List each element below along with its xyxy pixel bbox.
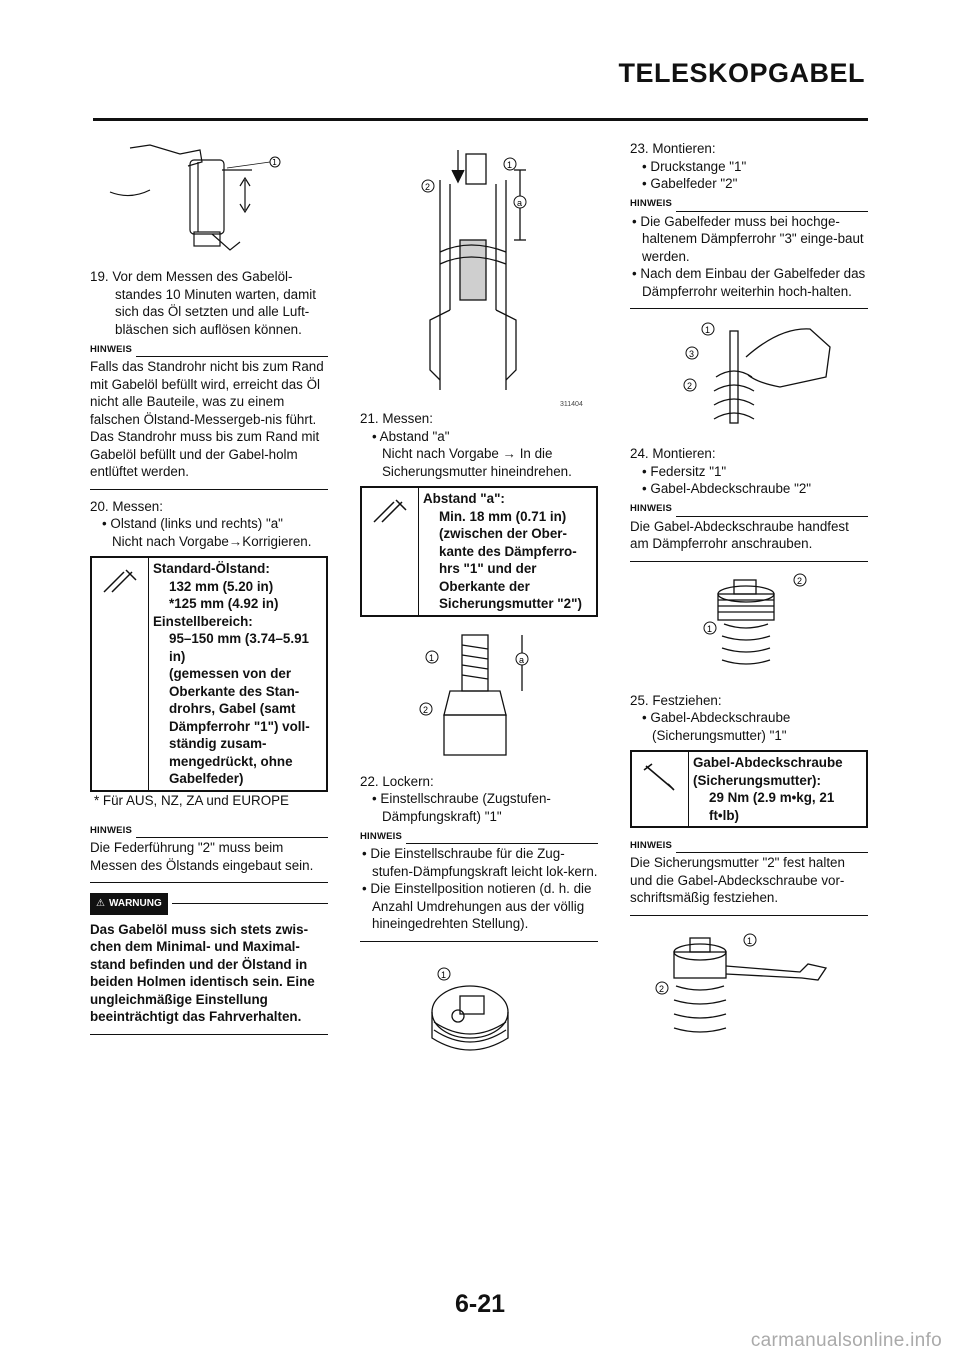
step-20-bullet-2: Nicht nach Vorgabe→Korrigieren. xyxy=(112,533,312,549)
note-heading: HINWEIS xyxy=(630,201,868,213)
svg-text:1: 1 xyxy=(272,158,278,167)
note-heading: HINWEIS xyxy=(90,346,328,358)
note-heading: HINWEIS xyxy=(630,842,868,854)
step-22-bullet: • Einstellschraube (Zugstufen-Dämpfungskraft) "1" xyxy=(372,791,551,824)
spec-distance xyxy=(360,486,598,617)
svg-text:2: 2 xyxy=(659,983,665,994)
spec-value: *125 mm (4.92 in) xyxy=(169,596,279,611)
spec-oil-level xyxy=(90,556,328,792)
svg-text:a: a xyxy=(517,198,523,208)
note-body-2: Das Standrohr muss bis zum Rand mit Gabelöl befüllt und der Gabel-holm entlüftet werden. xyxy=(90,429,320,479)
step-23-bullet: • Gabelfeder "2" xyxy=(642,176,738,191)
step-20: 20. Messen: xyxy=(90,498,163,514)
svg-text:1: 1 xyxy=(429,652,435,663)
note-bullet: • Die Gabelfeder muss bei hochge-haltenem Dämpferrohr "3" einge-baut werden. xyxy=(632,213,864,264)
warning-body: Das Gabelöl muss sich stets zwis-chen dem Minimal- und Maximal-stand befinden und der Ölstand in beiden Holmen identisch sein. Eine ungleichmäßige Einstellung beeinträchtigt das Fahrverhalten. xyxy=(90,921,315,1024)
note-body: Falls das Standrohr nicht bis zum Rand mit Gabelöl befüllt wird, erreicht das Öl nicht alle Bauteile, was zu einem falschen Ölstand-Messergeb-nis führt. xyxy=(90,359,324,427)
note-heading: HINWEIS xyxy=(90,827,328,839)
svg-text:2: 2 xyxy=(797,575,803,586)
spec-label: Standard-Ölstand: xyxy=(153,561,270,576)
note-bullet: • Nach dem Einbau der Gabelfeder das Dämpferrohr weiterhin hoch-halten. xyxy=(632,266,866,299)
step-25-bullet-2: (Sicherungsmutter) "1" xyxy=(652,727,787,743)
svg-text:2: 2 xyxy=(423,704,429,715)
page-number: 6-21 xyxy=(454,1290,506,1318)
spec-label: Gabel-Abdeckschraube (Sicherungsmutter): xyxy=(693,755,843,788)
step-24: 24. Montieren: xyxy=(630,446,716,461)
title-rule xyxy=(93,118,868,121)
note-body: Die Federführung "2" muss beim Messen des Ölstands eingebaut sein. xyxy=(90,840,314,873)
svg-text:a: a xyxy=(519,654,525,665)
spec-value: 29 Nm (2.9 m•kg, 21 ft•lb) xyxy=(709,790,835,823)
warning-icon: ⚠ xyxy=(96,898,105,909)
note-body: Die Gabel-Abdeckschraube handfest am Dämpferrohr anschrauben. xyxy=(630,518,849,551)
fork-oil-figure xyxy=(90,140,328,262)
page-title: TELESKOPGABEL xyxy=(618,58,865,88)
step-19: 19. Vor dem Messen des Gabelöl-standes 10 Minuten warten, damit sich das Öl setzten und alle Luft-bläschen sich auflösen können. xyxy=(90,269,316,337)
column-right xyxy=(630,140,868,1050)
tighten-figure xyxy=(630,930,868,1050)
spec-value: 95–150 mm (3.74–5.91 in) xyxy=(169,631,309,664)
spec-value: Min. 18 mm (0.71 in) (zwischen der Ober-kante des Dämpferro-hrs "1" und der Oberkante der Sicherungsmutter "2") xyxy=(439,508,582,611)
step-21-bullet: • Abstand "a" xyxy=(372,428,450,444)
measure-icon xyxy=(102,568,138,594)
svg-text:1: 1 xyxy=(705,325,711,335)
step-23-bullet: • Druckstange "1" xyxy=(642,158,747,174)
column-left xyxy=(90,140,328,1043)
measure-icon xyxy=(372,498,408,524)
step-25-bullet: • Gabel-Abdeckschraube xyxy=(642,710,791,725)
note-bullet: • Die Einstellschraube für die Zug-stufen-Dämpfungskraft leicht lok-kern. xyxy=(362,846,598,879)
svg-text:1: 1 xyxy=(441,969,447,980)
column-middle xyxy=(360,140,598,1072)
cap-bolt-figure xyxy=(630,572,868,682)
watermark[interactable]: carmanualsonline.info xyxy=(750,1330,942,1351)
fork-distance-figure xyxy=(360,140,598,410)
warning-box: ⚠ WARNUNG Das Gabelöl muss sich stets zwis-chen dem Minimal- und Maximal-stand befinden und der Ölstand in beiden Holmen identisch sein. Eine ungleichmäßige Einstellung beeinträchtigt das Fahrverhalten. xyxy=(90,893,328,1035)
step-20-bullet: • Olstand (links und rechts) "a" xyxy=(102,516,283,531)
adjuster-figure xyxy=(360,962,598,1072)
footnote: * Für AUS, NZ, ZA und EUROPE xyxy=(94,792,289,808)
spec-value: 132 mm (5.20 in) xyxy=(169,578,274,594)
step-25: 25. Festziehen: xyxy=(630,692,722,708)
step-24-bullet: • Federsitz "1" xyxy=(642,463,727,479)
svg-text:2: 2 xyxy=(687,381,693,391)
spec-torque xyxy=(630,750,868,828)
spec-label: Abstand "a": xyxy=(423,491,505,506)
svg-text:1: 1 xyxy=(747,935,753,946)
svg-text:1: 1 xyxy=(707,623,713,634)
step-21-bullet-2: Nicht nach Vorgabe → In die Sicherungsmutter hineindrehen. xyxy=(382,446,572,479)
figure-code: 311404 xyxy=(560,401,583,408)
locknut-figure xyxy=(360,625,598,765)
note-bullet: • Die Einstellposition notieren (d. h. die Anzahl Umdrehungen aus der völlig hineingedrehten Stellung). xyxy=(362,881,592,931)
note-heading: HINWEIS xyxy=(360,833,598,845)
spec-label: Einstellbereich: xyxy=(153,613,253,629)
step-21: 21. Messen: xyxy=(360,411,433,426)
step-22: 22. Lockern: xyxy=(360,773,434,789)
note-body: Die Sicherungsmutter "2" fest halten und die Gabel-Abdeckschraube vor-schriftsmäßig festziehen. xyxy=(630,855,845,905)
spring-install-figure xyxy=(630,317,868,439)
svg-text:1: 1 xyxy=(507,160,513,170)
step-24-bullet: • Gabel-Abdeckschraube "2" xyxy=(642,481,812,496)
torque-wrench-icon xyxy=(642,762,678,792)
step-23: 23. Montieren: xyxy=(630,141,716,156)
note-heading: HINWEIS xyxy=(630,506,868,518)
spec-value: (gemessen von der Oberkante des Stan-drohrs, Gabel (samt Dämpferrohr "1") voll-ständig zusam-mengedrückt, ohne Gabelfeder) xyxy=(169,666,310,786)
svg-text:3: 3 xyxy=(689,349,695,359)
svg-text:2: 2 xyxy=(425,182,431,192)
